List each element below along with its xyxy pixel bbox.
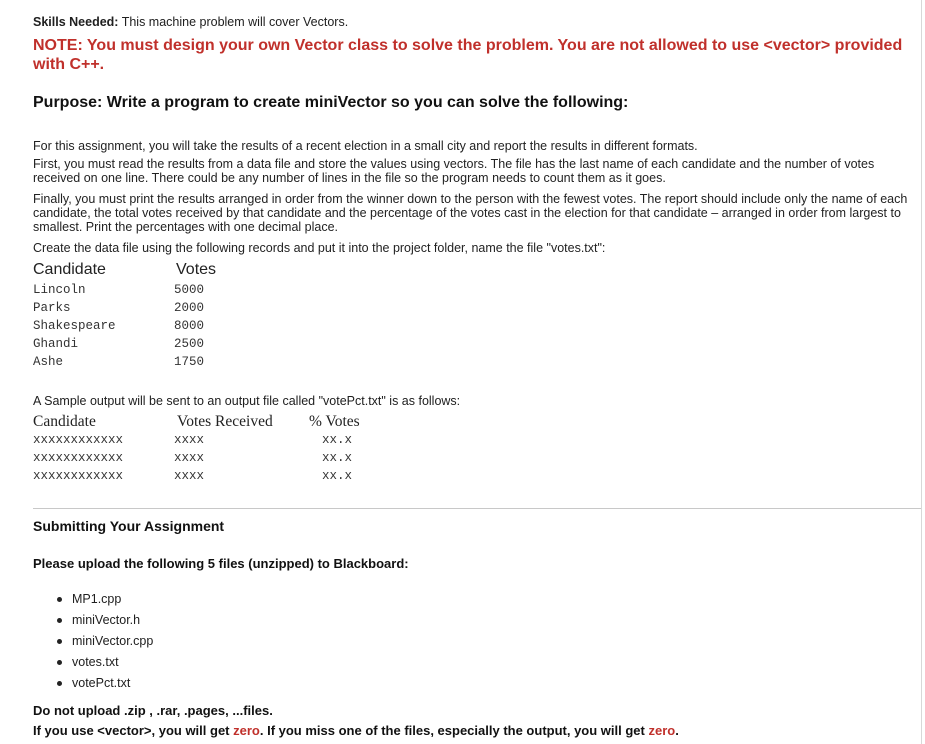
- sample-output-text: A Sample output will be sent to an output file called "votePct.txt" is as follows:: [33, 394, 461, 408]
- paragraph-create-file: Create the data file using the following records and put it into the project folder, name the file "votes.txt":: [33, 241, 606, 255]
- table-row: [33, 451, 433, 469]
- candidate-votes: 1750: [174, 355, 205, 369]
- candidate-votes: 2000: [174, 301, 205, 315]
- bullet-icon: [57, 597, 62, 602]
- output-percent: xx.x: [322, 451, 353, 465]
- table-row: [33, 469, 433, 487]
- skills-needed: [33, 15, 348, 29]
- output-table: [33, 433, 433, 487]
- output-votes: xxxx: [174, 451, 205, 465]
- paragraph-read-data: First, you must read the results from a data file and store the values using vectors. The file has the last name of each candidate and the number of votes received on one line. There could be any number of lines in the file so the program needs to count them as it goes.: [33, 157, 875, 185]
- file-name: votePct.txt: [72, 676, 131, 690]
- list-item: [33, 610, 153, 631]
- output-header-votes-received: Votes Received: [177, 413, 273, 430]
- output-percent: xx.x: [322, 433, 353, 447]
- candidate-votes: 5000: [174, 283, 205, 297]
- output-header-percent-votes: % Votes: [309, 413, 360, 430]
- section-divider: [33, 508, 921, 509]
- warning-text-a: If you use <vector>, you will get: [33, 723, 234, 738]
- votes-header-candidate: Candidate: [33, 261, 106, 278]
- upload-format-warning: Do not upload .zip , .rar, .pages, ...files.: [33, 703, 273, 718]
- warning-text-b: . If you miss one of the files, especially the output, you will get: [259, 723, 649, 738]
- list-item: [33, 631, 153, 652]
- file-name: miniVector.cpp: [72, 634, 154, 648]
- output-votes: xxxx: [174, 469, 205, 483]
- candidate-votes: 8000: [174, 319, 205, 333]
- bullet-icon: [57, 660, 62, 665]
- candidate-name: Shakespeare: [33, 319, 116, 333]
- table-row: [33, 301, 333, 319]
- paragraph-print-results: Finally, you must print the results arranged in order from the winner down to the person with the fewest votes. The report should include only the name of each candidate, the total votes received by that candidate and the percentage of the votes cast in the election for that candidate – arranged in order from largest to smallest. Print the percentages with one decimal place.: [33, 192, 908, 234]
- table-row: [33, 283, 333, 301]
- table-row: [33, 319, 333, 337]
- submit-heading: Submitting Your Assignment: [33, 518, 225, 534]
- list-item: [33, 673, 153, 694]
- note-warning: NOTE: You must design your own Vector class to solve the problem. You are not allowed to use <vector> provided with C++.: [33, 37, 903, 73]
- output-name: xxxxxxxxxxxx: [33, 451, 124, 465]
- votes-header-votes: Votes: [176, 261, 217, 278]
- file-name: votes.txt: [72, 655, 119, 669]
- file-name: miniVector.h: [72, 613, 141, 627]
- candidate-name: Ashe: [33, 355, 64, 369]
- bullet-icon: [57, 681, 62, 686]
- candidate-name: Lincoln: [33, 283, 86, 297]
- candidate-votes: 2500: [174, 337, 205, 351]
- warning-text-c: .: [675, 723, 679, 738]
- output-header-candidate: Candidate: [33, 413, 96, 430]
- zero-grade-text: zero: [233, 723, 260, 738]
- file-list: [33, 589, 153, 694]
- votes-table: [33, 283, 333, 373]
- upload-instructions: Please upload the following 5 files (unzipped) to Blackboard:: [33, 556, 409, 571]
- list-item: [33, 652, 153, 673]
- output-votes: xxxx: [174, 433, 205, 447]
- bullet-icon: [57, 639, 62, 644]
- candidate-name: Ghandi: [33, 337, 79, 351]
- right-border-line: [921, 0, 922, 744]
- output-name: xxxxxxxxxxxx: [33, 433, 124, 447]
- bullet-icon: [57, 618, 62, 623]
- file-name: MP1.cpp: [72, 592, 122, 606]
- table-row: [33, 337, 333, 355]
- grading-warning: [33, 723, 679, 738]
- output-name: xxxxxxxxxxxx: [33, 469, 124, 483]
- table-row: [33, 355, 333, 373]
- purpose-heading: Purpose: Write a program to create miniVector so you can solve the following:: [33, 94, 629, 111]
- table-row: [33, 433, 433, 451]
- skills-text: This machine problem will cover Vectors.: [118, 15, 349, 29]
- skills-label: Skills Needed:: [33, 15, 119, 29]
- paragraph-intro: For this assignment, you will take the results of a recent election in a small city and report the results in different formats.: [33, 139, 698, 153]
- list-item: [33, 589, 153, 610]
- candidate-name: Parks: [33, 301, 71, 315]
- output-percent: xx.x: [322, 469, 353, 483]
- zero-grade-text: zero: [648, 723, 676, 738]
